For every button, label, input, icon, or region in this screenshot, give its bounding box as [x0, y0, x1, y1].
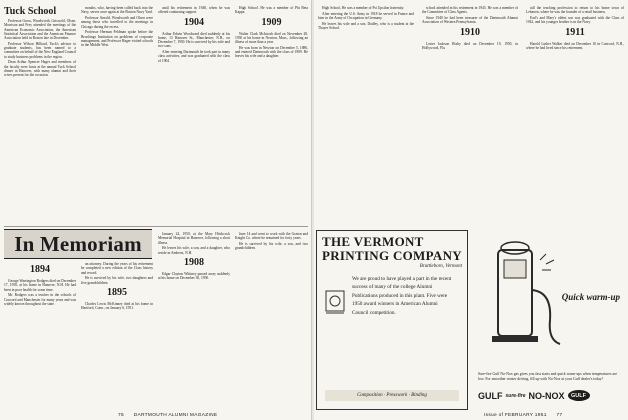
paragraph: mouths, who, having been called back into the Navy, serves once again at the Boston Navy Yard. [81, 6, 153, 15]
paragraph: He leaves his wife, a son, and a daughter, who reside in Amherst, N.H. [158, 246, 230, 255]
gulf-gasoline-ad [474, 232, 624, 400]
printing-company-ad [316, 230, 468, 410]
paragraph: school attended in his retirement in 1945. He was a member of the Committee of Class Agents. [422, 6, 518, 15]
paragraph: Professor Wilson Hilliard, Tuck's advisor to graduate students, has been named to a committee on behalf of the New England Council to study business problems in the region. [4, 41, 76, 59]
section-heading: Tuck School [4, 6, 57, 17]
memoriam-column-2 [81, 262, 153, 410]
memoriam-column-1 [4, 262, 76, 410]
class-year-heading: 1910 [460, 26, 480, 38]
class-year-heading: 1908 [184, 256, 204, 268]
paragraph: January 24, 1950, at the Mary Hitchcock Memorial Hospital in Hanover, following a short illness. [158, 232, 230, 245]
paragraph: Harold Luther Walker died on December 10 in Concord, N.H., where he had lived since his retirement. [526, 41, 624, 50]
news-column-1 [4, 6, 76, 224]
paragraph: George Warrington Rodgers died on December 17, 1950, at his home in Hanover, N.H. He had been in poor health for some time. [4, 279, 76, 292]
paragraph: Since 1940 he had been treasurer of the Dartmouth Alumni Association of Western Pennsylvania. [422, 15, 518, 25]
gulf-brand-line [478, 390, 590, 401]
paragraph: He is survived by his wife, a son, and two grandchildren. [235, 241, 308, 251]
gulf-brand: GULF [478, 390, 503, 401]
paragraph: Professor Herman Feldman spoke before the Brookings Institution on problems of corporate management, and Professor Hager visited schools in the Middle West. [81, 30, 153, 48]
news-column-2 [81, 6, 153, 224]
page-number: 77 [556, 413, 563, 418]
news-column-5 [318, 6, 414, 226]
right-page [314, 0, 628, 420]
ad-body: We are proud to have played a part in the recent success of many of the college Alumni Publications produced in this plant. Five were 1950 award winners in American Alumni Council competition. [352, 276, 452, 316]
news-column-3 [158, 6, 230, 224]
paragraph: Lester Jackson Bixby died on December 19, 1950, in Hollywood, Fla. [422, 41, 518, 50]
section-divider [4, 226, 308, 227]
paragraph: Professor Arnold, Woodworth and Olsen were among those who travelled to the meetings in Chicago during the recess. [81, 15, 153, 29]
class-year-heading: 1909 [261, 16, 282, 28]
in-memoriam-banner [4, 229, 152, 259]
paragraph: Walter Clark McIntosh died on November 28, 1950 at his home in Newton, Mass., following an illness of more than a year. [235, 31, 308, 45]
paragraph: He is survived by his wife, two daughters and five grandchildren. [81, 276, 153, 285]
paragraph: Mr. Rodgers was a teacher in the schools of Concord and Manchester for many years and was widely known throughout the state. [4, 293, 76, 306]
class-year-heading: 1895 [107, 286, 127, 298]
paragraph: Professor Gross, Woodworth, Griswold, Olsen, Morrison and Frey attended the meetings of the American Economic Association, the American Statistical Association and the American Finance Association held in Boston late in December. [4, 19, 76, 41]
paragraph: until his retirement in 1948, when he was offered continuing support. [158, 6, 230, 15]
gulf-ad-body: Sure-fire Gulf No-Nox gas gives you fast starts and quick warm-ups when temperatures are low. For smoother winter driving, fill up with No-Nox at your Gulf dealer's today! [478, 372, 618, 381]
paragraph: Edgar Clayton Whitney passed away suddenly at his home on December 30, 1950. [158, 271, 230, 281]
ad-motto: Composition · Presswork · Binding [325, 390, 459, 401]
page-folio [484, 413, 562, 418]
memoriam-column-3 [158, 232, 230, 410]
gas-pump-illustration [480, 240, 570, 360]
printing-press-icon [323, 285, 347, 317]
gulf-ad-headline: Quick warm-up [561, 292, 620, 302]
paragraph: He was born in Newton on December 5, 1886, and entered Dartmouth with the class of 1909. He leaves his wife and a daughter. [235, 45, 308, 59]
left-page [0, 0, 312, 420]
news-column-4 [235, 6, 308, 224]
issue-date: Issue of FEBRUARY 1951 [484, 413, 547, 418]
paragraph: Earl's and Mary's oldest son was graduated with the Class of 1942, and his younger brother is in the Navy. [526, 15, 624, 25]
gulf-logo [568, 390, 590, 401]
ad-location: Brattleboro, Vermont [419, 264, 462, 269]
paragraph: He leaves his wife and a son, Dudley, who is a student at the Thayer School. [318, 21, 414, 30]
page-number: 76 [118, 413, 124, 418]
paragraph: High School, He was a member of Psi Upsilon fraternity. [322, 6, 405, 10]
class-year-heading: 1904 [184, 16, 204, 28]
paragraph: After entering Dartmouth he took part in many class activities, and was graduated with the class of 1904. [158, 50, 230, 63]
in-memoriam-title: In Memoriam [14, 231, 142, 256]
magazine-title: DARTMOUTH ALUMNI MAGAZINE [133, 413, 218, 418]
paragraph: High School. He was a member of Phi Beta Kappa. [235, 6, 308, 15]
class-year-heading: 1894 [30, 264, 50, 275]
ad-title-line-2: PRINTING COMPANY [322, 247, 462, 263]
paragraph: Dean Arthur Spencer Hager and members of the faculty were hosts at the annual Tuck School dinner in Hanover, with many alumni and their wives present for the occasion. [4, 60, 76, 78]
page-folio [118, 413, 217, 418]
class-year-heading: 1911 [565, 26, 585, 38]
news-column-6 [422, 6, 518, 226]
gulf-product: NO-NOX [528, 390, 565, 401]
gulf-tagline: sure-fire [505, 392, 526, 399]
paragraph: After entering the U.S. Army in 1918 he served in France and later in the Army of Occupation in Germany. [318, 11, 414, 20]
paragraph: Charles Lewis McKinney died at his home in Hartford, Conn., on January 6, 1951. [81, 301, 153, 311]
paragraph: an attorney. During the years of his retirement he completed a new edition of the Class history and record. [81, 262, 153, 275]
paragraph: June 14 and went to work with the Graton and Knight Co. where he remained for forty years. [235, 232, 308, 241]
news-column-7 [526, 6, 624, 226]
ad-title-line-1: THE VERMONT [322, 234, 424, 249]
gulf-logo-text: GULF [571, 392, 586, 399]
memoriam-column-4 [235, 232, 308, 410]
paragraph: Arthur Edwin Woodward died suddenly at his home, 13 Hanover St., Manchester, N.H., on December 7, 1950. He is survived by his wife and two sons. [158, 31, 230, 49]
paragraph: tall the teaching profession to return to his home town of Lebanon, where he was the founder of a retail business. [526, 6, 624, 15]
